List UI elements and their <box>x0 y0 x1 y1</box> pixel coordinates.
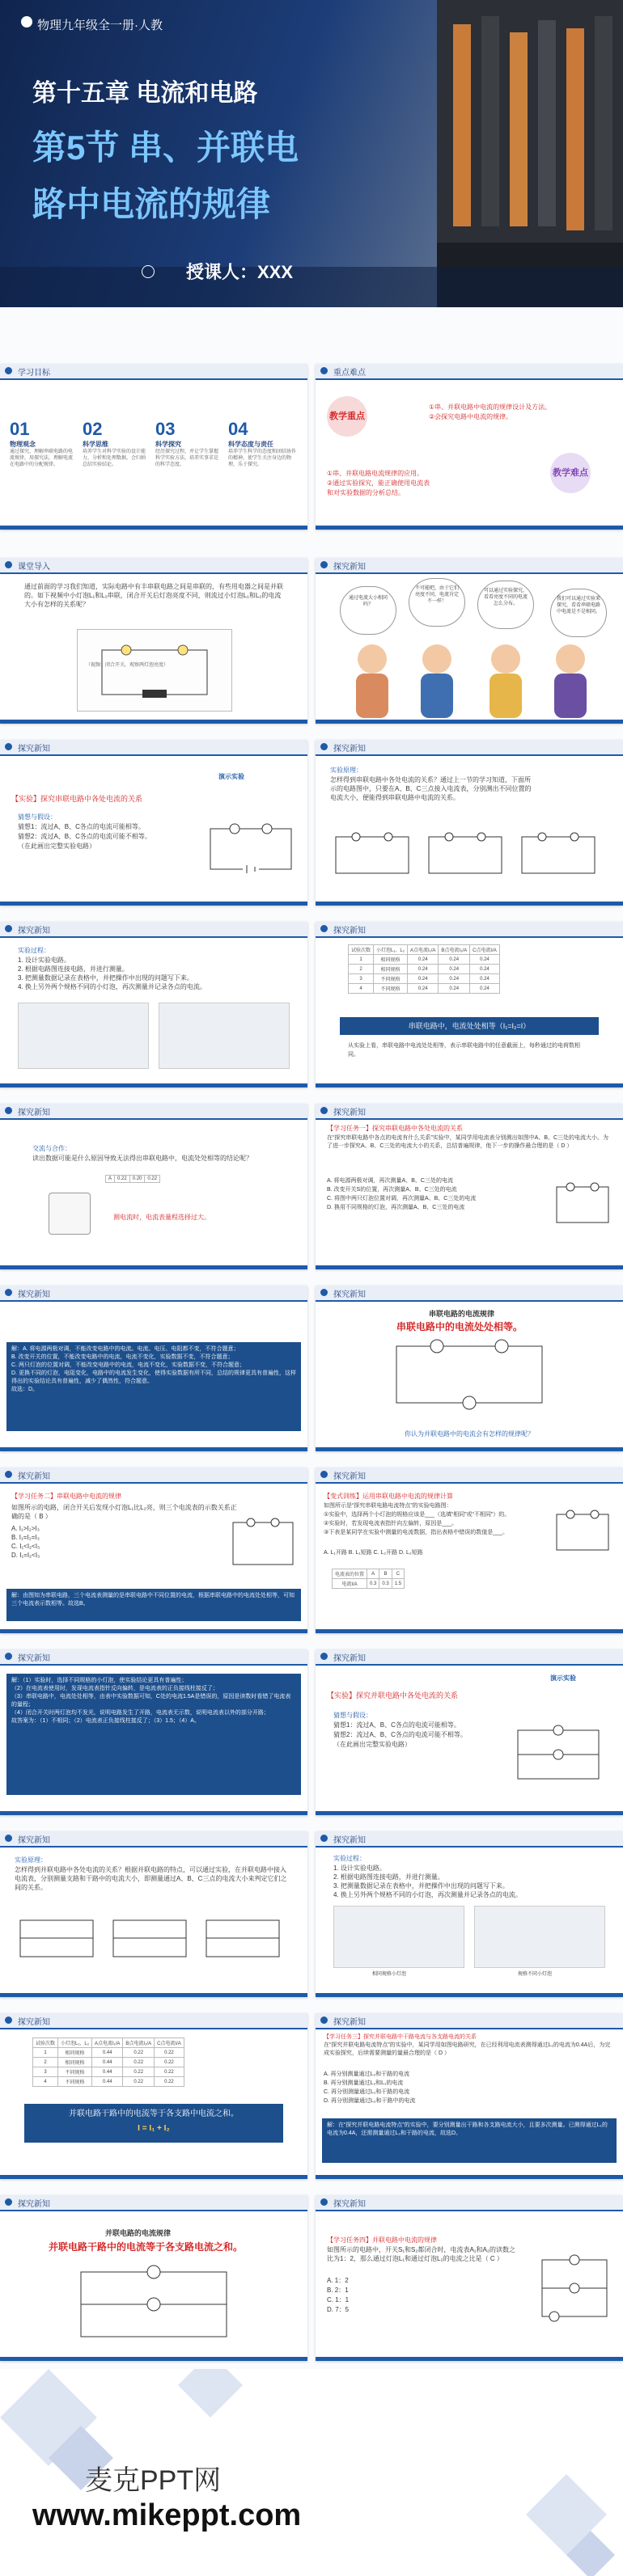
key-point-1: ①串、并联电路中电流的规律设计及方法。 <box>429 403 552 411</box>
table-cell: 1 <box>33 2048 58 2058</box>
slide-header: 探究新知 <box>333 2018 366 2027</box>
slide-header: 课堂导入 <box>18 563 50 572</box>
goal-desc: 培养学生科学的态度和团结协作的精神，使学生关注身边的物理，乐于探究。 <box>228 450 297 467</box>
table-cell: 0.24 <box>470 955 500 965</box>
slide-header: 探究新知 <box>18 1472 50 1481</box>
slide-header: 探究新知 <box>333 745 366 754</box>
table-header-cell: 试验次数 <box>349 945 374 955</box>
subquestion-3: ③下表是某同学在实验中测量的电流数据，指出表格中错误的数值是___。 <box>324 1530 508 1535</box>
parallel-conclusion: 并联电路干路中的电流等于各支路中电流之和。 <box>69 2109 239 2118</box>
principle-title: 实验原理： <box>330 766 362 774</box>
table-cell: 0.3 <box>367 1579 379 1589</box>
section-icon <box>5 561 12 568</box>
table-header-cell: C点电流I/A <box>155 2038 184 2048</box>
slide-series-principle <box>316 740 623 906</box>
ammeter-circuits <box>332 829 607 885</box>
goal-number: 04 <box>228 419 248 439</box>
table-cell: 0.3 <box>379 1579 392 1589</box>
slide-keypoints <box>316 364 623 530</box>
option-d: D. 7：5 <box>327 2306 350 2313</box>
slide-variant <box>316 1467 623 1633</box>
table-header-cell: A点电流I₁/A <box>408 945 439 955</box>
section-icon <box>320 2198 328 2206</box>
table-cell: 0.44 <box>92 2077 123 2087</box>
rule-text: 并联电路干路中的电流等于各支路电流之和。 <box>49 2241 244 2253</box>
task-title: 【变式训练】运用串联电路中电流的规律计算 <box>324 1493 453 1500</box>
slide-header: 探究新知 <box>18 2200 50 2209</box>
series-conclusion: 串联电路中，电流处处相等（I₁=I₂=I） <box>340 1017 599 1035</box>
slide-goals <box>0 364 307 530</box>
difficulty-point-1: ①串、并联电路电流规律的应用。 <box>327 470 424 477</box>
slide-header: 探究新知 <box>18 1836 50 1845</box>
table-header-cell: B点电流I₂/A <box>439 945 470 955</box>
experiment-title: 【实验】探究并联电路中各处电流的关系 <box>327 1691 459 1700</box>
hero-teacher: 授课人：XXX <box>186 262 294 282</box>
title-slide <box>0 0 623 307</box>
section-icon <box>5 2198 12 2206</box>
slide-parallel-steps <box>316 1831 623 1997</box>
play-circle-icon <box>142 265 155 278</box>
table-cell: 0.24 <box>439 984 470 994</box>
parallel-conclusion-box <box>24 2104 283 2143</box>
hypothesis-1: 猜想1：流过A、B、C各点的电流可能相等。 <box>18 823 145 830</box>
table-cell: A <box>367 1569 379 1579</box>
slide-task4 <box>316 2195 623 2361</box>
task-question: 在“探究串联电路中各点的电流有什么关系”实验中，某同学用电流表分别测出如图中A、B、C三处的电流大小。为了进一步探究A、B、C三处的电流大小的关系，总结普遍规律，他下一步的操作最合理的是（ D ） <box>327 1135 609 1149</box>
key-circle: 教学重点 <box>327 396 367 437</box>
slide-header: 探究新知 <box>18 1290 50 1299</box>
rule-title: 并联电路的电流规律 <box>105 2229 172 2237</box>
hypothesis-title: 猜想与假设： <box>333 1712 372 1719</box>
slide-analysis1 <box>0 1286 307 1451</box>
demo-badge: 演示实验 <box>550 1674 576 1682</box>
step-4: 4. 换上另外两个规格不同的小灯泡，再次测量并记录各点的电流。 <box>333 1891 522 1898</box>
series-rule-diagram <box>388 1338 550 1419</box>
series-note: 从实验上看，串联电路中电流处处相等，表示串联电路中的任意截面上，每秒通过的电荷数相同。 <box>348 1043 580 1058</box>
table-cell: 0.22 <box>123 2048 155 2058</box>
table-cell: 相同规格 <box>374 955 408 965</box>
parallel-rule-diagram <box>73 2264 235 2345</box>
table-cell: 3 <box>33 2067 58 2077</box>
brand-url[interactable]: www.mikeppt.com <box>32 2498 302 2532</box>
table-cell: 0.44 <box>92 2048 123 2058</box>
table-cell: 0.24 <box>470 984 500 994</box>
goal-title: 科学探究 <box>155 441 181 448</box>
option-c: C. I₁<I₂<I₃ <box>11 1543 40 1550</box>
table-cell: 电流表的位置 <box>333 1569 367 1579</box>
section-icon <box>320 561 328 568</box>
table-cell: 相同规格 <box>58 2058 92 2067</box>
goal-desc: 通过探究，理解串联电路的电流规律，用探究法，理解电流在电路中的分配规律。 <box>10 450 74 467</box>
goal-title: 科学态度与责任 <box>228 441 273 448</box>
analysis-line: 故答案为：（1）不相同；（2）电流表正负接线柱接反了；（3）1.5；（4）A。 <box>11 1718 200 1724</box>
experiment-photo <box>18 1003 149 1069</box>
speech-bubble: 可以通过实验探究，看看亮度不同的电流怎么分布。 <box>477 581 534 629</box>
table-cell: 0.22 <box>123 2077 155 2087</box>
slide-parallel-rule <box>0 2195 307 2361</box>
task-question: 如图所示的电路中，开关S₁和S₂都闭合时，电流表A₁和A₂的读数之比为1：2，那么通过灯泡L₁和通过灯泡L₂的电流之比是（ C ） <box>327 2246 515 2262</box>
section-icon <box>5 367 12 374</box>
experiment-photo <box>474 1906 605 1968</box>
section-icon <box>5 1471 12 1478</box>
table-cell: 0.22 <box>155 2058 184 2067</box>
table-row <box>349 965 500 974</box>
slide-intro <box>0 558 307 724</box>
hero-section-line2: 路中电流的规律 <box>32 185 271 223</box>
slide-parallel-experiment <box>316 1649 623 1815</box>
ammeter-dial <box>49 1193 91 1235</box>
task-title: 【学习任务二】串联电路中电流的规律 <box>11 1493 121 1500</box>
slide-header: 学习目标 <box>18 369 50 378</box>
section-icon <box>320 2016 328 2024</box>
goal-item <box>155 419 222 468</box>
table-cell: 0.24 <box>439 965 470 974</box>
hypothesis-2: 猜想2：流过A、B、C各点的电流可能不相等。 <box>333 1731 467 1738</box>
circuit-sketch <box>78 630 231 711</box>
parallel-circuit-diagram <box>510 1722 607 1787</box>
table-cell: 4 <box>349 984 374 994</box>
step-2: 2. 根据电路图连接电路，并进行测量。 <box>333 1873 444 1881</box>
table-row <box>106 1176 160 1183</box>
slide-series-experiment <box>0 740 307 906</box>
option-d: D. 换用不同规格的灯泡，再次测量A、B、C三处的电流 <box>327 1205 465 1210</box>
slide-exchange <box>0 1104 307 1269</box>
answer-box: 解：由图知为串联电路，三个电流表测量的是串联电路中不同位置的电流，根据串联电路中的电流处处相等，可知三个电流表示数相等。故选B。 <box>6 1589 301 1621</box>
table-cell: 3 <box>349 974 374 984</box>
steps-title: 实验过程： <box>333 1855 366 1862</box>
task-circuit <box>550 1508 615 1556</box>
task-title: 【学习任务四】并联电路中电流的规律 <box>327 2236 437 2244</box>
difficulty-point-3: 和对实验数据的分析总结。 <box>327 489 405 496</box>
option-a: A. I₁>I₂>I₃ <box>11 1525 40 1532</box>
hypothesis-2: 猜想2：流过A、B、C各点的电流可能不相等。 <box>18 833 151 840</box>
goal-title: 科学思维 <box>83 441 108 448</box>
table-cell: 相同规格 <box>374 965 408 974</box>
slide-task2 <box>0 1467 307 1633</box>
speech-bubble: 通过电流大小相同吗？ <box>340 586 396 635</box>
goal-number: 03 <box>155 419 176 439</box>
table-row <box>33 2048 184 2058</box>
section-icon <box>5 1653 12 1660</box>
section-icon <box>320 1653 328 1660</box>
hypothesis-title: 猜想与假设： <box>18 813 57 821</box>
table-cell: 0.22 <box>155 2067 184 2077</box>
analysis-box <box>6 1674 301 1795</box>
option-d: D. I₁=I₂<I₃ <box>11 1552 40 1559</box>
table-row <box>333 1569 405 1579</box>
table-cell: 0.22 <box>115 1176 130 1183</box>
slide-header: 探究新知 <box>18 927 50 935</box>
task-question: 如图所示是“探究串联电路电流特点”的实验电路图： <box>324 1503 452 1509</box>
answer-box: 解：在“探究并联电路电流特点”的实验中，要分别测量出干路和各支路电流大小，且要多次测量。已测得通过L₁的电流为0.4A，还需测量通过L₂和干路的电流，故选D。 <box>322 2118 617 2163</box>
brand-name: 麦克PPT网 <box>85 2465 222 2496</box>
step-1: 1. 设计实验电路。 <box>333 1864 386 1872</box>
slide-header: 探究新知 <box>18 1109 50 1117</box>
table-header-cell: C点电流I/A <box>470 945 500 955</box>
table-cell: 0.22 <box>145 1176 160 1183</box>
circuit-video-frame[interactable] <box>77 629 232 712</box>
analysis-line: D. 更换不同的灯泡，电阻变化，电路中的电流发生变化，使得实验数据有所不同，总结的规律更具有普遍性，这样得出的实验结论具有普遍性，减少了偶然性，符合题意。 <box>11 1370 296 1384</box>
slide-task1 <box>316 1104 623 1269</box>
brand-icon <box>21 16 32 27</box>
slide-header: 探究新知 <box>18 2018 50 2027</box>
option-a: A. 将电源两极对调，再次测量A、B、C三处的电流 <box>327 1178 453 1184</box>
section-icon <box>320 743 328 750</box>
slide-header: 重点难点 <box>333 369 366 378</box>
goal-item <box>83 419 149 468</box>
rule-title: 串联电路的电流规律 <box>429 1310 495 1318</box>
task-title: 【学习任务一】探究串联电路中各处电流的关系 <box>327 1125 463 1132</box>
table-cell: 4 <box>33 2077 58 2087</box>
table-cell: 0.20 <box>129 1176 145 1183</box>
table-cell: 0.24 <box>470 965 500 974</box>
rule-text: 串联电路中的电流处处相等。 <box>396 1321 523 1332</box>
hero-subject: 物理九年级全一册·人教 <box>37 19 163 32</box>
students-illustration <box>316 635 623 724</box>
slide-header: 探究新知 <box>333 1654 366 1663</box>
table-cell: 不同规格 <box>374 974 408 984</box>
section-icon <box>5 2016 12 2024</box>
hero-section-line1: 第5节 串、并联电 <box>32 129 299 167</box>
slide-parallel-principle <box>0 1831 307 1997</box>
table-header-row <box>349 945 500 955</box>
table-cell: 2 <box>33 2058 58 2067</box>
slide-discussion <box>316 558 623 724</box>
step-1: 1. 设计实验电路。 <box>18 956 70 964</box>
table-cell: C <box>392 1569 404 1579</box>
slide-analysis2 <box>0 1649 307 1815</box>
slide-header: 探究新知 <box>333 1290 366 1299</box>
hypothesis-1: 猜想1：流过A、B、C各点的电流可能相等。 <box>333 1721 460 1729</box>
subquestion-1: ①实验中，选择两个小灯泡的规格应该是___（选填“相同”或“不相同”）的。 <box>324 1512 511 1518</box>
analysis-line: 解：A. 将电源两极对调，不能改变电路中的电流。电流、电压、电阻都不变，不符合题意； <box>11 1346 239 1352</box>
table-row <box>33 2077 184 2087</box>
table-cell: 0.44 <box>92 2058 123 2067</box>
task-question: 如图所示的电路，闭合开关后发现小灯泡L₁比L₂亮，则三个电流表的示数关系正确的是（ B ） <box>11 1504 237 1520</box>
slide-header: 探究新知 <box>333 1836 366 1845</box>
step-4: 4. 换上另外两个规格不同的小灯泡，再次测量并记录各点的电流。 <box>18 983 206 990</box>
slide-parallel-data <box>0 2013 307 2179</box>
series-data-table <box>348 944 500 994</box>
brand-footer <box>0 2369 623 2576</box>
table-row <box>333 1579 405 1589</box>
analysis-line: （4）闭合开关时两灯泡均不发光，说明电路发生了开路，电流表无示数，说明电流表以外的部分开路； <box>11 1710 269 1716</box>
section-icon <box>320 1471 328 1478</box>
photo-caption: 相同规格小灯泡 <box>372 1972 407 1977</box>
photo-caption: 规格不同小灯泡 <box>518 1972 553 1977</box>
slide-header: 探究新知 <box>333 2200 366 2209</box>
table-row <box>33 2058 184 2067</box>
table-cell: 0.22 <box>155 2077 184 2087</box>
section-icon <box>320 1107 328 1114</box>
section-icon <box>320 925 328 932</box>
principle-text: 怎样得到串联电路中各处电流的关系？通过上一节的学习知道，下面所示的电路图中，只要在A、B、C三点接入电流表，分别测出不同位置的电流大小，便能得到串联电路中电流的关系。 <box>330 776 532 801</box>
section-icon <box>5 1835 12 1842</box>
intro-paragraph: 通过前面的学习我们知道，实际电路中有丰串联电路之间是串联的，有些用电器之间是并联的。如下视频中小灯泡L₁和L₂串联，闭合开关后灯泡亮度不同，则流过小灯泡L₁和L₂的电流大小有怎样的关系呢？ <box>24 583 283 608</box>
variant-table <box>332 1569 405 1589</box>
slide-header: 探究新知 <box>18 745 50 754</box>
analysis-line: （3）串联电路中，电流处处相等，由表中实验数据可知，C处的电流1.5A是错误的，原因是读数时看错了电流表的量程； <box>11 1694 291 1708</box>
table-cell: 0.22 <box>123 2058 155 2067</box>
video-caption: （视频：闭合开关，观察两灯泡亮度） <box>86 663 169 668</box>
rule-question: 你认为并联电路中的电流会有怎样的规律呢？ <box>405 1430 534 1438</box>
goal-title: 物理观念 <box>10 441 36 448</box>
options-line: A. L₁开路 B. L₁短路 C. L₂开路 D. L₂短路 <box>324 1550 423 1556</box>
option-c: C. 再分别测量通过L₁和干路的电流 <box>324 2089 410 2095</box>
table-cell: 0.24 <box>408 955 439 965</box>
step-2: 2. 根据电路图连接电路，并进行测量。 <box>18 965 129 973</box>
experiment-photo <box>159 1003 290 1069</box>
speech-bubble: 不可能吧，由于它们亮度不同，电流肯定不一样！ <box>409 578 465 627</box>
table-cell: 电流I/A <box>333 1579 367 1589</box>
table-row <box>349 955 500 965</box>
table-row <box>349 984 500 994</box>
table-cell: 0.24 <box>408 974 439 984</box>
task-circuit <box>534 2252 615 2325</box>
option-a: A. 再分别测量通过L₂和干路的电流 <box>324 2071 410 2077</box>
hypothesis-note: （在此画出完整实验电路） <box>333 1741 411 1748</box>
goal-number: 02 <box>83 419 103 439</box>
table-cell: 不同规格 <box>58 2077 92 2087</box>
option-a: A. 1：2 <box>327 2277 349 2284</box>
steps-title: 实验过程： <box>18 947 50 954</box>
speech-bubble: 我们可以通过实验来探究，看看串联电路中电流是不是相同。 <box>550 589 607 637</box>
parallel-data-table <box>32 2038 184 2087</box>
option-c: C. 1：1 <box>327 2296 350 2304</box>
table-cell: 1.5 <box>392 1579 404 1589</box>
slide-header: 探究新知 <box>333 1472 366 1481</box>
table-cell: 不同规格 <box>58 2067 92 2077</box>
goal-number: 01 <box>10 419 30 439</box>
section-icon <box>5 925 12 932</box>
table-header-cell: 小灯泡L₁、L₂ <box>374 945 408 955</box>
goal-desc: 培养学生对科学实验的设计能力，分析和处理数据，会归纳总结实验结论。 <box>83 450 146 467</box>
key-point-2: ②会探究电路中电流的规律。 <box>429 413 513 420</box>
exchange-question: 读出数据可能是什么原因导致无法得出串联电路中，电流处处相等的结论呢？ <box>32 1155 252 1162</box>
principle-text: 怎样得到并联电路中各处电流的关系？根据并联电路的特点，可以通过实验，在并联电路中接入电流表，分别测量支路和干路中的电流大小，即测量通过A、B、C三点的电流大小来判定它们之间的关系。 <box>15 1866 287 1891</box>
slide-header: 探究新知 <box>333 563 366 572</box>
step-3: 3. 把测量数据记录在表格中，并把操作中出现的问题写下来。 <box>18 974 193 982</box>
series-circuit-diagram <box>202 821 299 877</box>
table-cell: 0.22 <box>123 2067 155 2077</box>
table-row <box>33 2067 184 2077</box>
goal-item <box>10 419 76 468</box>
hypothesis-note: （在此画出完整实验电路） <box>18 842 95 850</box>
table-header-row <box>33 2038 184 2048</box>
step-3: 3. 把测量数据记录在表格中，并把操作中出现的问题写下来。 <box>333 1882 509 1890</box>
parallel-ammeter-circuits <box>16 1912 291 1969</box>
option-b: B. 再分别测量通过L₂和L₁的电流 <box>324 2080 404 2086</box>
table-cell: 2 <box>349 965 374 974</box>
table-header-cell: A点电流I₁/A <box>92 2038 123 2048</box>
task-circuit <box>550 1180 615 1229</box>
goal-desc: 经历探究过程，并让学生掌握科学实验方法，培养实事求是的科学态度。 <box>155 450 219 467</box>
analysis-line: B. 改变开关的位置，不能改变电路中的电流，电流不变化，实验数据不变，不符合题意； <box>11 1354 234 1360</box>
table-header-cell: B点电流I₂/A <box>123 2038 155 2048</box>
slide-header: 探究新知 <box>18 1654 50 1663</box>
slide-task3 <box>316 2013 623 2179</box>
table-cell: 0.22 <box>155 2048 184 2058</box>
table-cell: 0.24 <box>408 965 439 974</box>
section-icon <box>320 1289 328 1296</box>
table-cell: 不同规格 <box>374 984 408 994</box>
table-cell: 0.24 <box>408 984 439 994</box>
task-question: 在“探究并联电路电流特点”的实验中，某同学用如图电路研究，在已经利用电流表测得通过L₁的电流为0.4A后，为完成实验探究，后续需要测量的量最合理的是（ D ） <box>324 2042 611 2056</box>
section-icon <box>5 1107 12 1114</box>
goal-item <box>228 419 296 468</box>
table-cell: 0.24 <box>439 955 470 965</box>
slide-series-data <box>316 922 623 1087</box>
table-header-cell: 小灯泡L₁、L₂ <box>58 2038 92 2048</box>
task-circuit <box>227 1516 299 1573</box>
subquestion-2: ②实验时，若发现电流表指针向左偏转，原因是___。 <box>324 1521 457 1527</box>
section-icon <box>5 743 12 750</box>
demo-badge: 演示实验 <box>218 773 244 780</box>
table-cell: A <box>106 1176 115 1183</box>
section-icon <box>320 367 328 374</box>
task-title: 【学习任务三】探究并联电路中干路电流与各支路电流的关系 <box>324 2034 477 2040</box>
table-row <box>349 974 500 984</box>
option-b: B. I₁=I₂=I₃ <box>11 1534 40 1541</box>
option-b: B. 改变开关S的位置，再次测量A、B、C三处的电流 <box>327 1187 457 1193</box>
section-icon <box>320 1835 328 1842</box>
difficulty-point-2: ②通过实验探究，能正确使用电流表 <box>327 479 430 487</box>
analysis-line: C. 两只灯泡的位置对调，不能改变电路中的电流，电流不变化，实验数据不变，不符合题意； <box>11 1362 245 1368</box>
analysis-line: （2）在电流表使用时，发现电流表指针反向偏转，是电流表的正负接线柱接反了； <box>11 1686 218 1691</box>
parallel-formula: I = I₁ + I₂ <box>138 2124 170 2133</box>
exchange-title: 交流与合作： <box>32 1145 71 1152</box>
difficulty-circle: 教学难点 <box>550 453 591 493</box>
experiment-title: 【实验】探究串联电路中各处电流的关系 <box>11 795 143 803</box>
table-cell: 0.44 <box>92 2067 123 2077</box>
table-cell: B <box>379 1569 392 1579</box>
hero-chapter: 第十五章 电流和电路 <box>32 80 258 107</box>
exchange-hint: 测电流时，电流表量程选择过大。 <box>113 1214 210 1221</box>
option-d: D. 再分别测量通过L₂和干路中的电流 <box>324 2098 416 2104</box>
slide-header: 探究新知 <box>333 927 366 935</box>
slide-header: 探究新知 <box>333 1109 366 1117</box>
slide-series-steps <box>0 922 307 1087</box>
slide-series-rule <box>316 1286 623 1451</box>
analysis-box <box>6 1342 301 1431</box>
section-icon <box>5 1289 12 1296</box>
option-b: B. 2：1 <box>327 2287 349 2294</box>
experiment-photo <box>333 1906 464 1968</box>
exchange-table <box>105 1175 160 1183</box>
table-cell: 0.24 <box>470 974 500 984</box>
table-cell: 1 <box>349 955 374 965</box>
table-cell: 0.24 <box>439 974 470 984</box>
option-c: C. 将图中两只灯泡位置对调，再次测量A、B、C三处的电流 <box>327 1196 477 1201</box>
table-header-cell: 试验次数 <box>33 2038 58 2048</box>
analysis-line: 故选：D。 <box>11 1387 39 1392</box>
principle-title: 实验原理： <box>15 1856 47 1864</box>
table-cell: 相同规格 <box>58 2048 92 2058</box>
analysis-line: 解：（1）实验时，选择不同规格的小灯泡，使实验结论更具有普遍性； <box>11 1678 188 1683</box>
